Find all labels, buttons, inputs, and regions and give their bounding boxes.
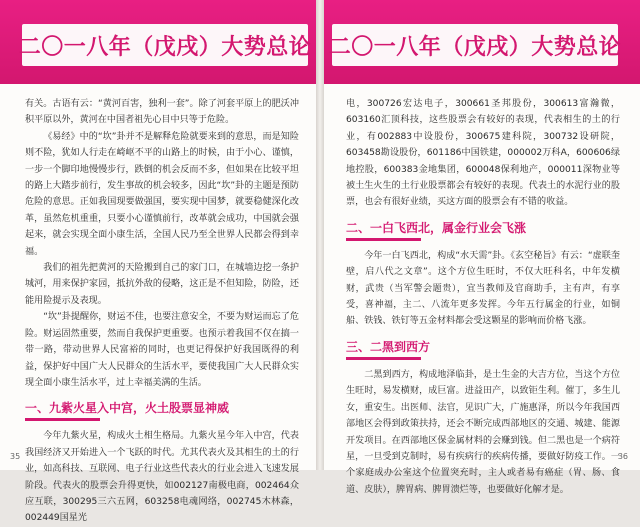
body-paragraph: 今年九紫火星，构成火土相生格局。九紫火星今年入中宫，代表我国经济又开始进入一个飞跃的时代。尤其代表火及其相生的土的行业，如高科技、互联网、电子行业这些代表火的行业会进入飞速发展阶段。代表火的股票会升得更快，如002127南极电商，002464众应互联，300295三六五网，603258电魂网络，002745木林森，002449国星光	[25, 431, 299, 524]
body-paragraph: 二黑到西方，构成地泽临卦，是土生金的大吉方位，当这个方位生旺时，易发横财，成巨富。进益田产，以致钜生利。催丁，多生儿女，重安生。出医师、法官，见识广大，广施惠泽，所以今年我国西部地区会得到政策扶持，还会不断完成西部地区的交通、城建、能源开发项目。在西部地区保金属材料的会赚到钱。但二黑也是一个病符星，一旦受到克制时，易有疾病行的疾病传播，要做好防疫工作。一个家庭成办公室这个位置突充时，主人或者易有癌症（胃、肠、食道、皮肤），脾胃病、脾胃溃烂等，也要做好化解才是。	[346, 369, 620, 495]
title-banner	[0, 0, 316, 84]
body-paragraph: 《易经》中的“坎”卦并不是解释危险就要来到的意思，而是知险则不险，犹如人行走在崎岖不平的山路上的时候，由于小心、谨慎，一步一个脚印地慢慢步行，跌倒的机会反而不多，但如果在比较平坦的路上大踏步前行，发生事故的机会较多，因此“坎”卦的主题是预防危险的意思。正如我国现要做强国，要实现中国梦，就要稳健深化改革，虽然危机重重，只要小心谨慎前行，改革就会成功，中国就会强起来，就会实现全面小康生活，全国人民乃至全世界人民都会得到幸福。	[25, 131, 299, 257]
page-number: 35	[10, 452, 21, 461]
title-banner	[324, 0, 640, 84]
title-box	[328, 24, 622, 66]
body-paragraph: 今年一白飞西北，构成“水天需”卦。《玄空秘旨》有云：“虚联奎壁，启八代之文章”。这个方位生旺时，不仅大旺科名，中年发横财，武贵（当军警会题贵），宜当教师及官商助手，主有声，有享受，喜神福，主二、八流年更多发挥。今年五行属金的行业，如铜船、铁钱、铁钉等五金材料都会受这颗星的影响而价格飞涨。	[346, 250, 620, 327]
section-heading: 三、二黑到西方	[346, 339, 431, 354]
section-underline	[346, 238, 421, 241]
page-title: 二〇一八年（戊戌）大势总论	[328, 34, 622, 60]
book-gutter	[316, 0, 324, 470]
section-heading: 一、九紫火星入中宫，火土股票显神威	[25, 401, 230, 416]
page-content	[346, 96, 620, 495]
body-paragraph: “坎”卦提醒你，财运不佳，也要注意安全，不要为财运而忘了危险。财运固然重要，然而自我保护更重要。也预示着我国不仅在搞一带一路，带动世界人民富裕的同时，也更记得保护好我国既得的利益，保护好中国广大人民群众的生活水平，要使我国广大人民群众实现全面小康生活水平，过上幸福美满的生活。	[25, 312, 299, 388]
section-heading: 二、一白飞西北，属金行业会飞涨	[346, 220, 527, 235]
page-content	[25, 96, 299, 524]
title-box	[18, 24, 312, 66]
section-underline	[346, 357, 421, 360]
left-page	[0, 0, 316, 524]
page-number: 36	[617, 452, 628, 461]
right-page	[324, 0, 640, 495]
body-paragraph: 我们的祖先把黄河的天险搬到自己的家门口，在城墙边挖一条护城河，用来保护家园，抵抗外敌的侵略，这正是不但知险，防险，还能用险提示及表现。	[25, 263, 299, 306]
body-paragraph: 有关。古语有云：“黄河百害，独利一套”。除了河套平原上的肥沃冲积平原以外，黄河在中国者祖先心目中只等于危险。	[25, 99, 299, 126]
page-title: 二〇一八年（戊戌）大势总论	[18, 34, 312, 60]
body-paragraph: 电，300726宏达电子，300661圣邦股份，300613富瀚微，603160汇顶科技，这些股票会有较好的表现，代表相生的土的行业，有002883中设股份，300675建科院，300732设研院，603458勘设股份，601186中国铁建，000002万科A，600606绿地控股，600383金地集团，600048保利地产，000011深物业等被土生火生的土行业股票都会有较好的表现。代表土的水泥行业的股票，也会有很好业绩，买这方面的股票会有不错的收益。	[346, 99, 620, 208]
section-underline	[25, 418, 100, 421]
